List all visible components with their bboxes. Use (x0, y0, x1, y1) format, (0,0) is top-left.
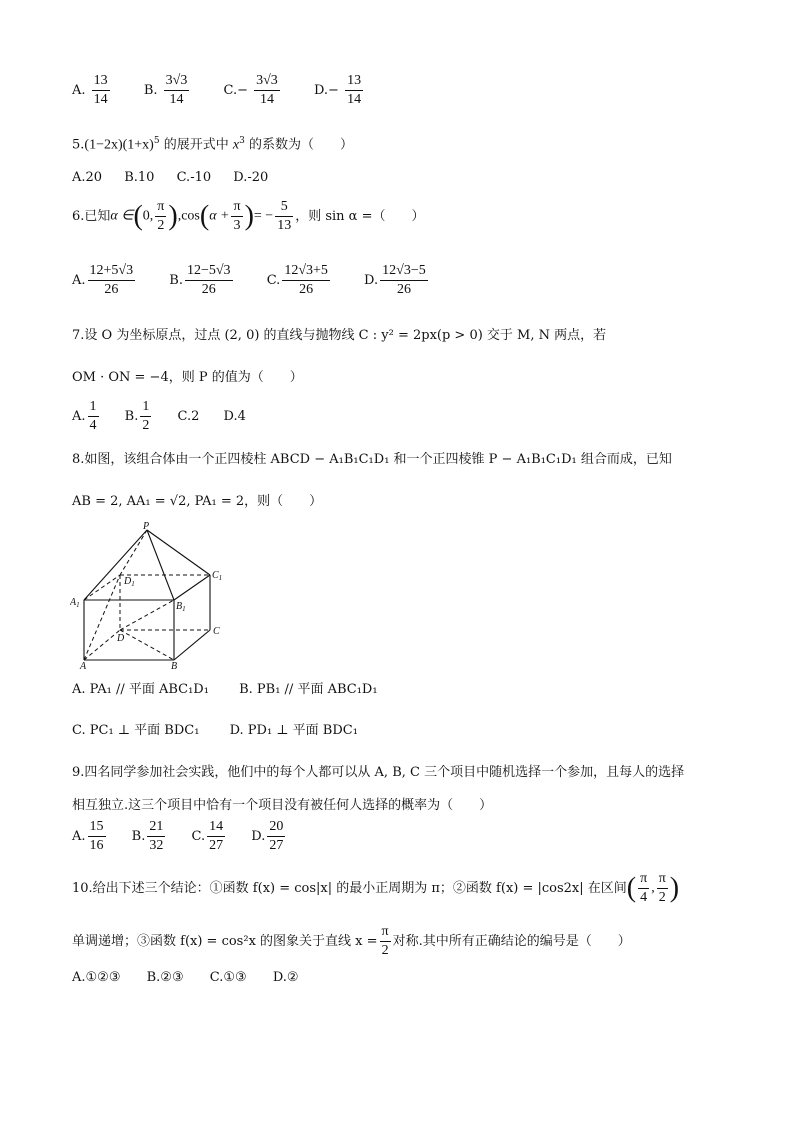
q9-option-a-frac: $\frac{15}{16}$ (89, 819, 104, 853)
q5-option-a: A.20 (72, 170, 103, 185)
q4-options (72, 74, 393, 107)
q7-stem-line1: 7.设 O 为坐标原点，过点 (2, 0) 的直线与抛物线 C : y² = 2px(p > 0) 交于 M, N 两点，若 (72, 328, 607, 343)
label-a: A (80, 661, 87, 670)
q4-option-a-label: A. (72, 83, 86, 98)
q10-option-b: B.②③ (146, 970, 184, 985)
q4-option-c-frac: $\frac{3√3}{14}$ (256, 73, 278, 107)
q7-option-d: D.4 (223, 409, 246, 424)
q6-option-a-frac: $\frac{12+5√3}{26}$ (89, 263, 134, 297)
q4-option-c-label: C.− (223, 83, 248, 98)
label-d: D (117, 633, 125, 644)
q8-stem-line1: 8.如图，该组合体由一个正四棱柱 ABCD − A₁B₁C₁D₁ 和一个正四棱锥 P − A₁B₁C₁D₁ 组合而成，已知 (72, 452, 672, 467)
q6-options: A. $\frac{12+5√3}{26}$ B. $\frac{12-5√3}{26}$ C. $\frac{12√3+5}{26}$ D. $\frac{12√3-5}{26}$ (72, 263, 426, 297)
label-b1: $B_1$ (176, 601, 186, 613)
q9-stem-line2: 相互独立.这三个项目中恰有一个项目没有被任何人选择的概率为（ ） (72, 798, 493, 813)
q5-option-c: C.-10 (176, 170, 212, 185)
q8-stem-line2: AB = 2, AA₁ = √2, PA₁ = 2，则（ ） (72, 494, 323, 509)
q8-option-c: C. PC₁ ⊥ 平面 BDC₁ (72, 723, 200, 738)
label-c: C (213, 626, 220, 637)
label-d1: $D_1$ (124, 576, 135, 588)
q7-option-c: C.2 (177, 409, 200, 424)
q7-option-a-frac: $\frac{1}{4}$ (89, 399, 97, 433)
q8-options-row2 (72, 724, 386, 737)
q8-option-a: A. PA₁ // 平面 ABC₁D₁ (72, 682, 209, 697)
q8-option-b: B. PB₁ // 平面 ABC₁D₁ (239, 682, 378, 697)
q6-option-d-frac: $\frac{12√3-5}{26}$ (382, 263, 426, 297)
q10-option-a: A.①②③ (72, 970, 121, 985)
q10-stem-line2: 单调递增；③函数 f(x) = cos²x 的图象关于直线 x = $\frac{\pi}{2}$ 对称.其中所有正确结论的编号是（ ） (72, 924, 631, 958)
q9-option-d-frac: $\frac{20}{27}$ (269, 819, 284, 853)
q6-option-b-frac: $\frac{12-5√3}{26}$ (186, 263, 231, 297)
q10-option-c: C.①③ (209, 970, 247, 985)
q4-option-d-label: D.− (313, 83, 339, 98)
q8-options-row1 (72, 683, 406, 696)
q10-stem-line1: 10.给出下述三个结论：①函数 f(x) = cos|x| 的最小正周期为 π；②函数 f(x) = |cos2x| 在区间( $\frac{\pi}{4}$ , $\frac{\pi}{2}$ ) (72, 871, 680, 905)
q4-option-b-frac: $\frac{3√3}{14}$ (165, 73, 188, 107)
q4-option-d-frac: $\frac{13}{14}$ (347, 73, 362, 107)
q5-stem: $5.(1-2x)(1+x)^5$ 的展开式中 $x^3$ 的系数为（ ） (72, 136, 353, 153)
label-p: P (143, 521, 150, 532)
q8-option-d: D. PD₁ ⊥ 平面 BDC₁ (229, 723, 358, 738)
prism-pyramid-figure (70, 520, 230, 670)
q7-options: A. $\frac{1}{4}$ B. $\frac{1}{2}$ C.2 D.4 (72, 399, 246, 433)
q7-option-b-frac: $\frac{1}{2}$ (142, 399, 150, 433)
q9-options: A. $\frac{15}{16}$ B. $\frac{21}{32}$ C. $\frac{14}{27}$ D. $\frac{20}{27}$ (72, 819, 284, 853)
q4-option-a-frac: $\frac{13}{14}$ (93, 73, 108, 107)
q9-option-c-frac: $\frac{14}{27}$ (209, 819, 224, 853)
q9-option-b-frac: $\frac{21}{32}$ (149, 819, 164, 853)
q4-option-b-label: B. (143, 83, 158, 98)
label-c1: $C_1$ (212, 570, 223, 582)
q6-stem: 6.已知α ∈(0, $\frac{\pi}{2}$ ),cos(α + $\frac{\pi}{3}$ )= − $\frac{5}{13}$ ，则 sin α =（ ） (72, 199, 425, 233)
label-b: B (171, 661, 178, 670)
q5-options (72, 171, 296, 184)
q9-stem-line1: 9.四名同学参加社会实践，他们中的每个人都可以从 A, B, C 三个项目中随机选择一个参加，且每人的选择 (72, 765, 685, 780)
q7-stem-line2: OM · ON = −4，则 P 的值为（ ） (72, 370, 303, 385)
label-a1: $A_1$ (70, 597, 80, 609)
q10-option-d: D.② (272, 970, 299, 985)
q10-options (72, 971, 327, 984)
q5-option-d: D.-20 (233, 170, 269, 185)
q5-option-b: B.10 (124, 170, 155, 185)
q6-option-c-frac: $\frac{12√3+5}{26}$ (284, 263, 328, 297)
